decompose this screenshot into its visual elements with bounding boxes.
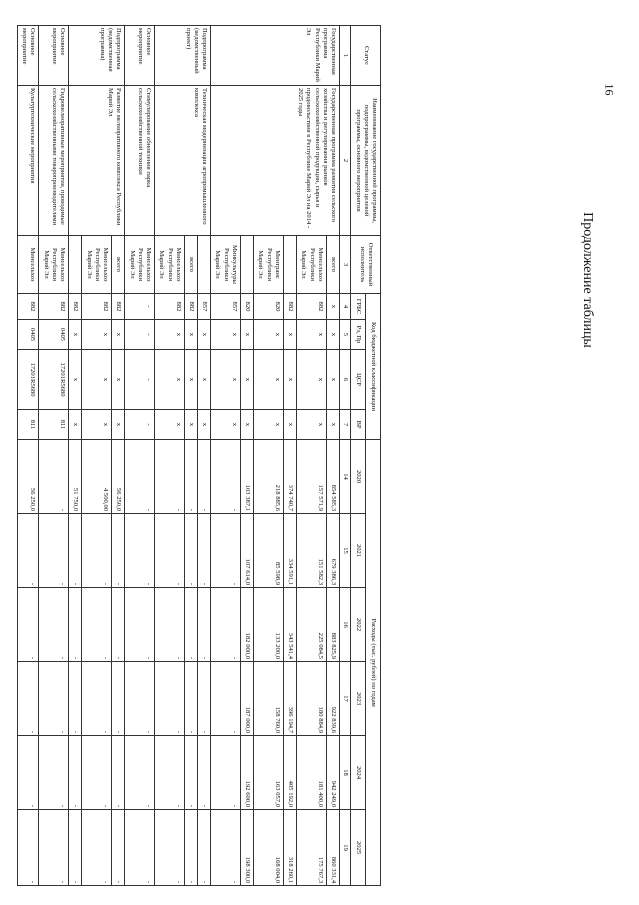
vr-cell: х	[297, 410, 327, 440]
expense-value-cell: 860 331,4	[326, 810, 339, 886]
executor-cell: всего	[184, 236, 197, 294]
expense-value-cell: 56 250,0	[112, 440, 125, 514]
csr-cell: х	[326, 350, 339, 410]
program-name-cell: Стимулирование обновления парка сельскохозяйственной техники	[125, 86, 155, 236]
executor-cell: Минкультуры Республики Марий Эл	[211, 236, 241, 294]
header-year: 2021	[351, 514, 366, 588]
rzpr-cell: х	[155, 320, 185, 350]
rzpr-cell: -	[125, 320, 155, 350]
vr-cell: х	[211, 410, 241, 440]
executor-cell: Минсельхоз	[18, 236, 39, 294]
expense-value-cell: -	[198, 736, 211, 810]
expense-value-cell: 151 582,3	[297, 514, 327, 588]
grbs-cell: 882	[18, 294, 39, 320]
csr-cell: х	[69, 350, 82, 410]
expense-value-cell: -	[39, 440, 69, 514]
vr-cell: х	[283, 410, 296, 440]
status-cell: Основное мероприятие	[39, 26, 69, 86]
executor-cell: всего	[326, 236, 339, 294]
status-cell: Подпрограмма (ведомственный проект)	[155, 26, 211, 86]
column-index: 18	[340, 736, 351, 810]
expense-value-cell: 182 000,0	[240, 588, 253, 662]
vr-cell: х	[240, 410, 253, 440]
expense-value-cell: -	[184, 514, 197, 588]
expense-value-cell: -	[69, 810, 82, 886]
expense-value-cell: -	[82, 736, 112, 810]
column-index: 1	[340, 26, 351, 86]
column-index: 4	[340, 294, 351, 320]
vr-cell: х	[184, 410, 197, 440]
vr-cell: 811	[18, 410, 39, 440]
expense-value-cell: -	[69, 662, 82, 736]
expense-value-cell: -	[112, 514, 125, 588]
expense-value-cell: 158 760,0	[254, 662, 284, 736]
expense-value-cell: 56 250,0	[18, 440, 39, 514]
continuation-text: Продолжение таблицы	[580, 212, 595, 348]
expense-value-cell: -	[69, 514, 82, 588]
expense-value-cell: -	[18, 588, 39, 662]
csr-cell: х	[297, 350, 327, 410]
table-row	[198, 26, 211, 886]
header-name: Наименование государственной программы, подпрограммы, ведомственной целевой программы, основного мероприятия	[351, 86, 381, 236]
expense-value-cell: -	[155, 736, 185, 810]
expense-value-cell: 679 386,3	[326, 514, 339, 588]
expense-value-cell: -	[112, 662, 125, 736]
header-grbs: ГРБС	[351, 294, 366, 320]
vr-cell: х	[82, 410, 112, 440]
expense-value-cell: 85 598,9	[254, 514, 284, 588]
header-status: Статус	[351, 26, 381, 86]
expense-value-cell: 187 000,0	[240, 662, 253, 736]
expense-value-cell: -	[39, 588, 69, 662]
expense-value-cell: 405 192,0	[283, 736, 296, 810]
expense-value-cell: -	[69, 736, 82, 810]
table-row	[326, 26, 339, 886]
csr-cell: 17201R5680	[39, 350, 69, 410]
executor-cell: Минсельхоз Республики Марий Эл	[39, 236, 69, 294]
expense-value-cell: 157 571,9	[297, 440, 327, 514]
csr-cell: х	[198, 350, 211, 410]
program-name-cell: Развитие мелиоративного комплекса Республики Марий Эл	[69, 86, 125, 236]
expense-value-cell: 942 249,0	[326, 736, 339, 810]
expense-value-cell: -	[198, 440, 211, 514]
rotated-table-container	[0, 25, 381, 885]
csr-cell: х	[155, 350, 185, 410]
grbs-cell: -	[125, 294, 155, 320]
expense-value-cell: -	[82, 514, 112, 588]
expense-value-cell: -	[198, 514, 211, 588]
expense-value-cell: 4 500,00	[82, 440, 112, 514]
expense-value-cell: 883 825,9	[326, 588, 339, 662]
grbs-cell: 882	[39, 294, 69, 320]
csr-cell: х	[112, 350, 125, 410]
rzpr-cell: х	[198, 320, 211, 350]
expense-value-cell: 133 200,0	[254, 588, 284, 662]
rzpr-cell: х	[326, 320, 339, 350]
expense-value-cell: -	[125, 514, 155, 588]
expense-value-cell: -	[82, 588, 112, 662]
vr-cell: х	[112, 410, 125, 440]
vr-cell: х	[155, 410, 185, 440]
expense-value-cell: -	[184, 440, 197, 514]
expense-value-cell: -	[39, 662, 69, 736]
expense-value-cell: -	[69, 588, 82, 662]
column-index: 7	[340, 410, 351, 440]
expense-value-cell: -	[211, 736, 241, 810]
expense-value-cell: -	[125, 440, 155, 514]
rzpr-cell: х	[254, 320, 284, 350]
expense-value-cell: -	[125, 810, 155, 886]
expense-value-cell: 163 057,0	[254, 736, 284, 810]
rzpr-cell: 0405	[18, 320, 39, 350]
expense-value-cell: -	[198, 810, 211, 886]
expense-value-cell: 318 260,1	[283, 810, 296, 886]
expense-value-cell: -	[198, 588, 211, 662]
csr-cell: х	[184, 350, 197, 410]
header-rzpr: Рз, Пр	[351, 320, 366, 350]
table-row	[18, 26, 39, 886]
vr-cell: х	[254, 410, 284, 440]
expense-value-cell: 198 300,0	[240, 810, 253, 886]
expense-value-cell: -	[184, 588, 197, 662]
expense-value-cell: -	[125, 588, 155, 662]
expense-value-cell: -	[198, 662, 211, 736]
grbs-cell: 857	[198, 294, 211, 320]
grbs-cell: 882	[82, 294, 112, 320]
table-row	[125, 26, 155, 886]
column-index: 3	[340, 236, 351, 294]
table-body	[18, 26, 340, 886]
expense-value-cell: -	[155, 588, 185, 662]
status-cell: Государственная программа Республики Марий Эл	[211, 26, 340, 86]
expense-value-cell: 225 084,5	[297, 588, 327, 662]
expense-value-cell: 192 600,0	[240, 736, 253, 810]
csr-cell: х	[82, 350, 112, 410]
status-cell: Основное мероприятие	[18, 26, 39, 86]
grbs-cell: 882	[297, 294, 327, 320]
expense-value-cell: 175 767,3	[297, 810, 327, 886]
expense-value-cell: -	[18, 662, 39, 736]
status-cell: Основное мероприятие	[125, 26, 155, 86]
expense-value-cell: -	[155, 810, 185, 886]
csr-cell: х	[211, 350, 241, 410]
column-index: 15	[340, 514, 351, 588]
expense-value-cell: -	[18, 736, 39, 810]
header-row-1	[366, 26, 381, 886]
grbs-cell: 882	[112, 294, 125, 320]
header-csr: ЦСР	[351, 350, 366, 410]
expense-value-cell: -	[155, 514, 185, 588]
rzpr-cell: 0405	[39, 320, 69, 350]
expense-value-cell: 854 585,3	[326, 440, 339, 514]
rzpr-cell: х	[112, 320, 125, 350]
header-year: 2023	[351, 662, 366, 736]
rzpr-cell: х	[69, 320, 82, 350]
expense-value-cell: -	[112, 736, 125, 810]
grbs-cell: 820	[254, 294, 284, 320]
executor-cell	[198, 236, 211, 294]
grbs-cell: 882	[184, 294, 197, 320]
expense-value-cell: -	[155, 662, 185, 736]
column-index: 6	[340, 350, 351, 410]
expense-value-cell: 168 004,0	[254, 810, 284, 886]
expense-value-cell: 218 885,6	[254, 440, 284, 514]
program-name-cell: Гидромелиоративные мероприятия, проводимые сельскохозяйственными товаропроизводителями	[39, 86, 69, 236]
expense-value-cell: -	[184, 662, 197, 736]
executor-cell: Минсельхоз Республики Марий Эл	[155, 236, 185, 294]
header-year: 2024	[351, 736, 366, 810]
grbs-cell: 820	[240, 294, 253, 320]
program-name-cell: Техническая модернизация агропромышленного комплекса	[155, 86, 211, 236]
rzpr-cell: х	[283, 320, 296, 350]
grbs-cell: 882	[283, 294, 296, 320]
expense-value-cell: 103 387,1	[240, 440, 253, 514]
header-year: 2022	[351, 588, 366, 662]
executor-cell: Минсельхоз Республики Марий Эл	[125, 236, 155, 294]
expense-value-cell: -	[211, 440, 241, 514]
header-expenses: Расходы (тыс. рублей) по годам	[366, 440, 381, 886]
column-index: 17	[340, 662, 351, 736]
csr-cell: х	[240, 350, 253, 410]
vr-cell: х	[69, 410, 82, 440]
expense-value-cell: -	[211, 588, 241, 662]
expense-value-cell: -	[39, 514, 69, 588]
executor-cell: Минсельхоз Республики Марий Эл	[297, 236, 327, 294]
csr-cell: х	[254, 350, 284, 410]
rzpr-cell: х	[240, 320, 253, 350]
expense-value-cell: -	[211, 662, 241, 736]
executor-cell	[283, 236, 296, 294]
executor-cell: Минтранс Республики Марий Эл	[254, 236, 284, 294]
vr-cell: х	[198, 410, 211, 440]
executor-cell: Минсельхоз Республики Марий Эл	[82, 236, 112, 294]
column-index: 16	[340, 588, 351, 662]
program-name-cell: Культуртехнические мероприятия	[18, 86, 39, 236]
status-cell: Подпрограмма (ведомственная программа)	[69, 26, 125, 86]
page-number: 16	[602, 83, 617, 96]
expense-value-cell: 181 400,0	[297, 736, 327, 810]
rzpr-cell: х	[211, 320, 241, 350]
expense-value-cell: 180 884,9	[297, 662, 327, 736]
expense-value-cell: -	[184, 810, 197, 886]
expense-value-cell: -	[211, 514, 241, 588]
column-index: 2	[340, 86, 351, 236]
executor-cell: всего	[112, 236, 125, 294]
grbs-cell: 857	[211, 294, 241, 320]
header-budget-code: Код бюджетной классификации	[366, 294, 381, 440]
column-index: 14	[340, 440, 351, 514]
vr-cell: -	[125, 410, 155, 440]
rzpr-cell: х	[82, 320, 112, 350]
expense-value-cell: -	[112, 588, 125, 662]
expense-value-cell: -	[39, 736, 69, 810]
expense-value-cell: -	[82, 662, 112, 736]
column-index-row	[340, 26, 351, 886]
budget-table	[17, 25, 381, 886]
expense-value-cell: -	[112, 810, 125, 886]
expense-value-cell: -	[184, 736, 197, 810]
rzpr-cell: х	[184, 320, 197, 350]
table-head	[340, 26, 381, 886]
rzpr-cell: х	[297, 320, 327, 350]
expense-value-cell: 51 750,0	[69, 440, 82, 514]
expense-value-cell: 343 541,4	[283, 588, 296, 662]
program-name-cell: Государственная программа развития сельского хозяйства и регулирования рынков сельскохозяйственной продукции, сырья и продовольствия в Республике Марий Эл на 2014 - 2025 годы	[211, 86, 340, 236]
expense-value-cell: 107 614,0	[240, 514, 253, 588]
expense-value-cell: -	[82, 810, 112, 886]
expense-value-cell: -	[125, 662, 155, 736]
header-year: 2025	[351, 810, 366, 886]
grbs-cell: х	[326, 294, 339, 320]
csr-cell: -	[125, 350, 155, 410]
executor-cell	[69, 236, 82, 294]
expense-value-cell: 334 591,1	[283, 514, 296, 588]
expense-value-cell: -	[125, 736, 155, 810]
header-year: 2020	[351, 440, 366, 514]
header-executor: Ответственный исполнитель	[351, 236, 381, 294]
expense-value-cell: -	[211, 810, 241, 886]
csr-cell: 17201R5680	[18, 350, 39, 410]
expense-value-cell: 396 194,7	[283, 662, 296, 736]
expense-value-cell: 922 839,6	[326, 662, 339, 736]
column-index: 5	[340, 320, 351, 350]
expense-value-cell: -	[39, 810, 69, 886]
executor-cell	[240, 236, 253, 294]
expense-value-cell: -	[18, 810, 39, 886]
vr-cell: 811	[39, 410, 69, 440]
expense-value-cell: -	[18, 514, 39, 588]
table-row	[112, 26, 125, 886]
csr-cell: х	[283, 350, 296, 410]
column-index: 19	[340, 810, 351, 886]
table-row	[39, 26, 69, 886]
grbs-cell: 882	[155, 294, 185, 320]
header-vr: ВР	[351, 410, 366, 440]
grbs-cell: 882	[69, 294, 82, 320]
vr-cell: х	[326, 410, 339, 440]
expense-value-cell: 374 740,7	[283, 440, 296, 514]
expense-value-cell: -	[155, 440, 185, 514]
